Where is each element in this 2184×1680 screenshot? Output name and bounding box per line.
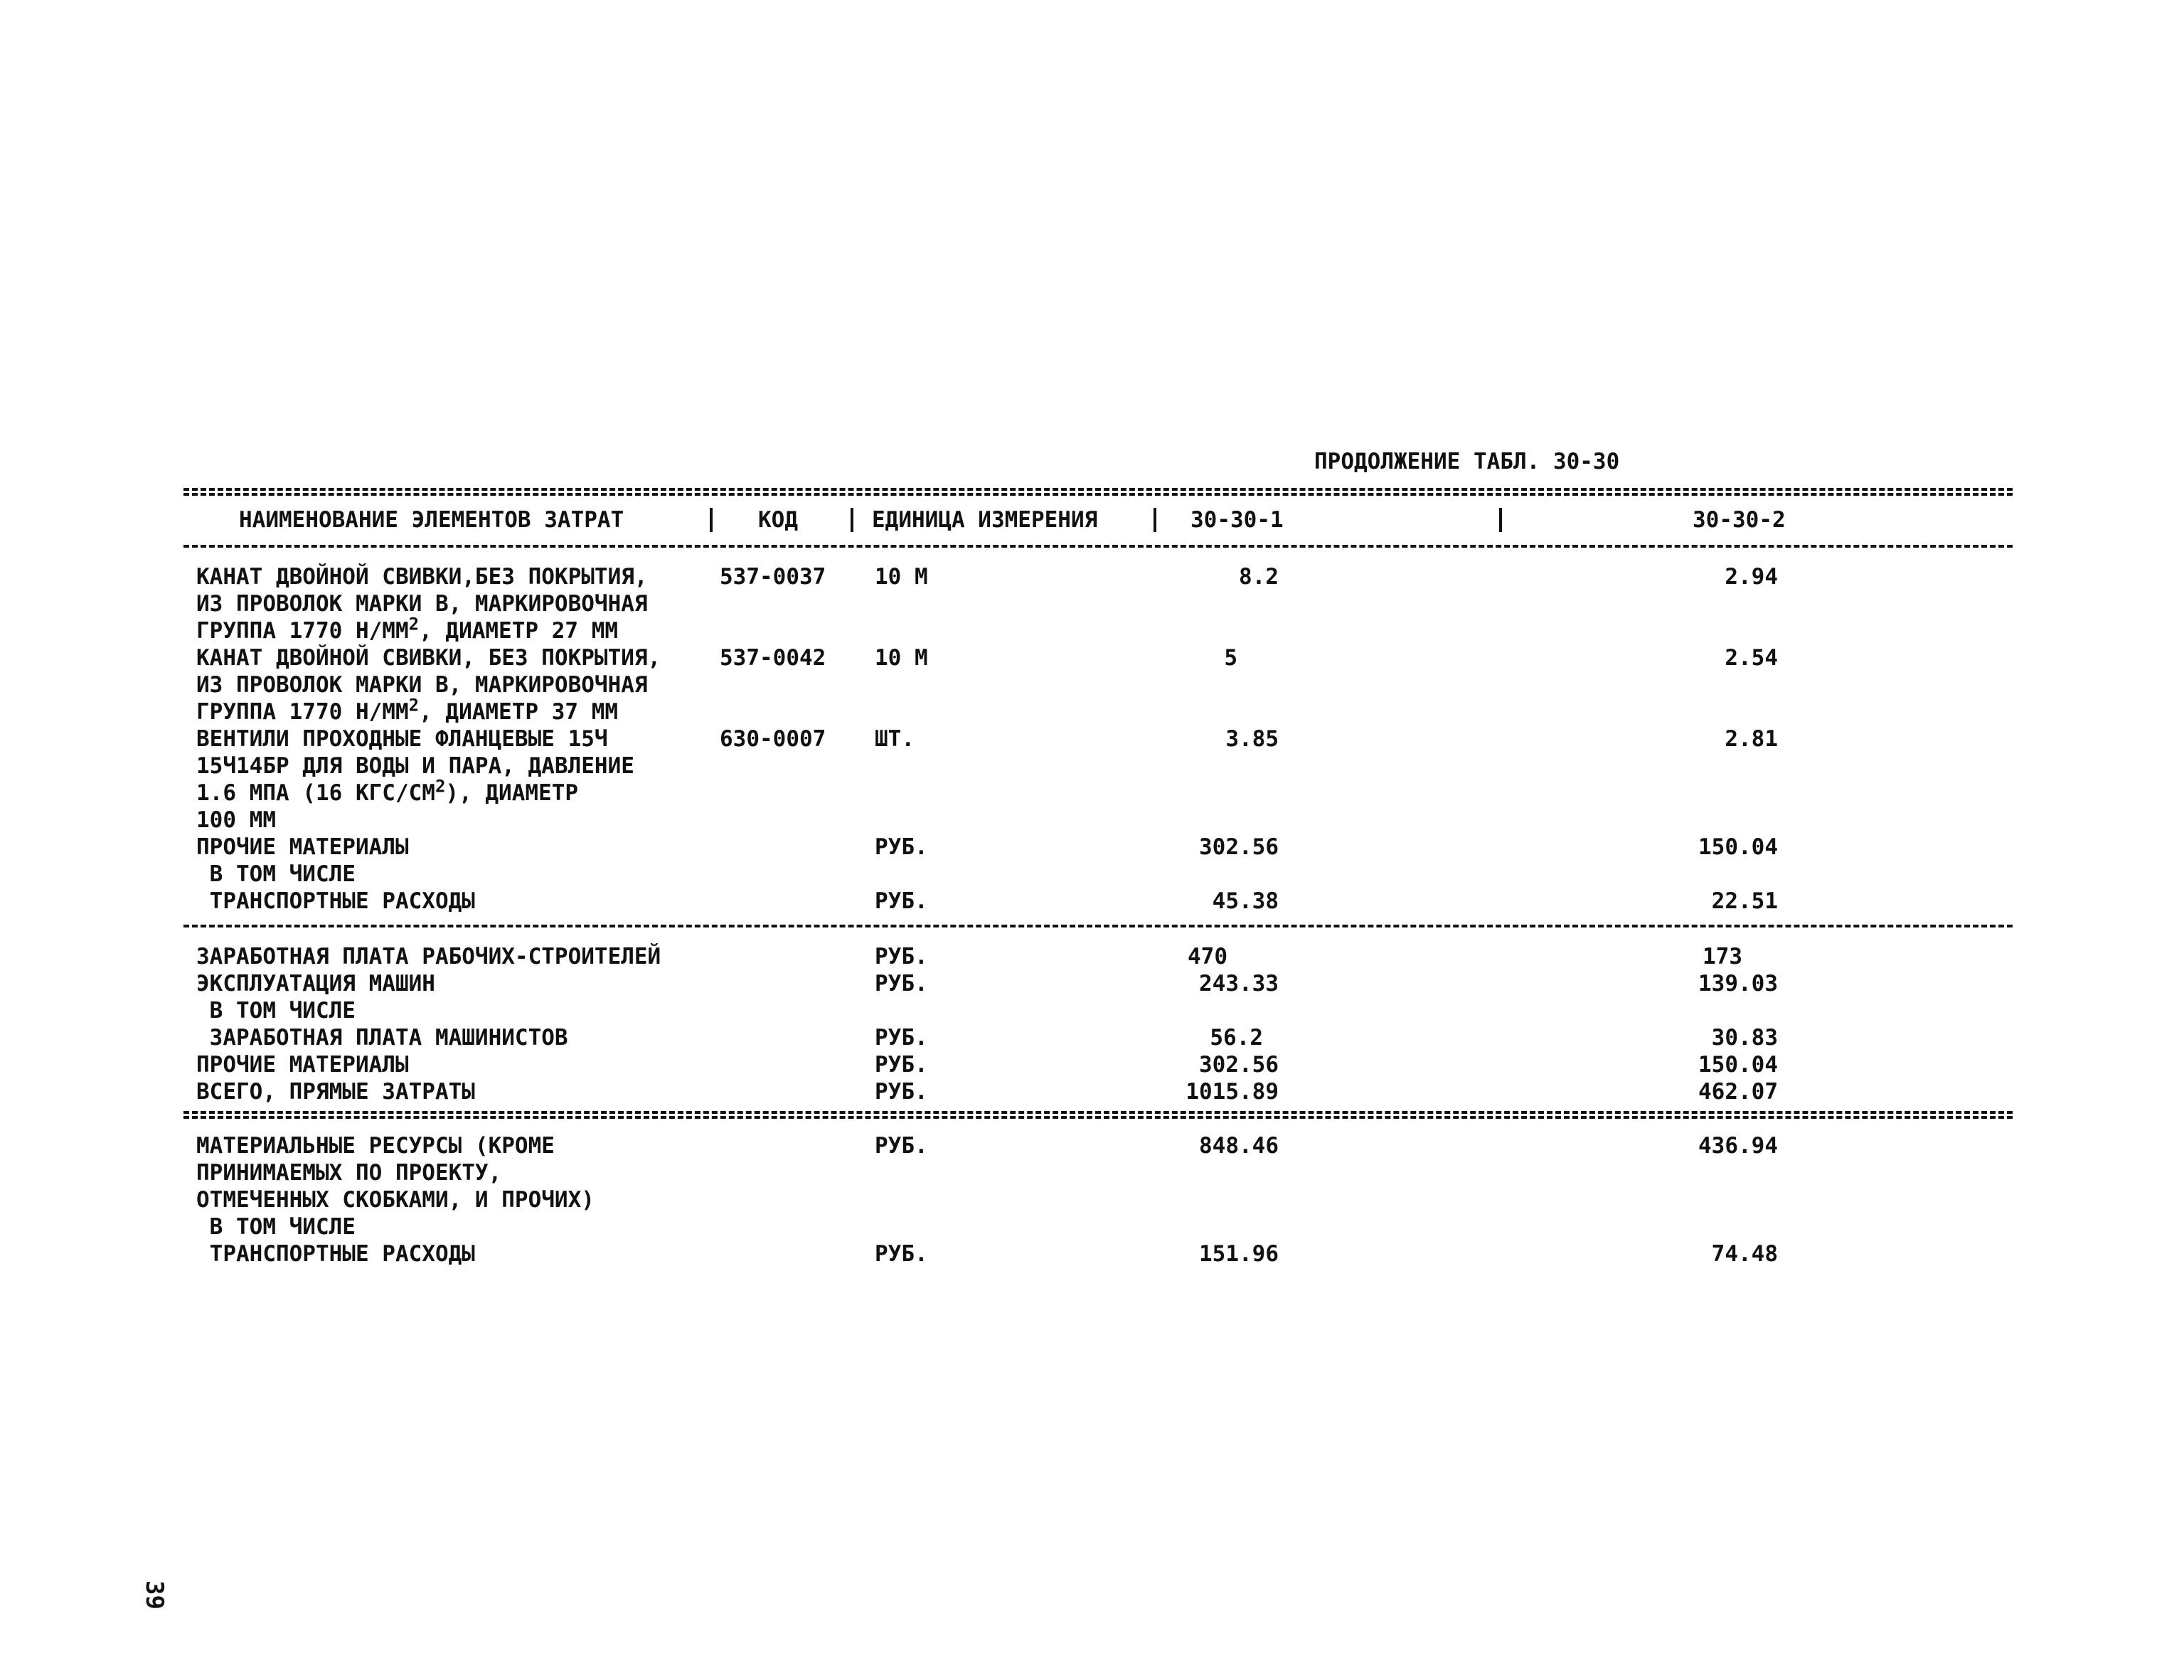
row-value-30-30-1: 45.38: [1212, 888, 1279, 914]
header-unit: ЕДИНИЦА ИЗМЕРЕНИЯ: [872, 507, 1098, 533]
row-value-30-30-2: 74.48: [1711, 1241, 1778, 1267]
row-value-30-30-2: 150.04: [1698, 834, 1778, 860]
row-name: ТРАНСПОРТНЫЕ РАСХОДЫ: [196, 1241, 475, 1267]
row-unit: РУБ.: [875, 1052, 928, 1078]
row-name: ПРИНИМАЕМЫХ ПО ПРОЕКТУ,: [196, 1160, 502, 1186]
row-unit: РУБ.: [875, 834, 928, 860]
row-name: В ТОМ ЧИСЛЕ: [196, 998, 356, 1024]
row-unit: РУБ.: [875, 888, 928, 914]
row-name: ЭКСПЛУАТАЦИЯ МАШИН: [196, 971, 435, 996]
header-divider: [851, 508, 853, 532]
row-value-30-30-1: 243.33: [1199, 971, 1279, 996]
row-name: ГРУППА 1770 $Н/ММ^2$, ДИАМЕТР 27 ММ: [196, 614, 619, 644]
row-unit: РУБ.: [875, 1079, 928, 1105]
header-divider: [710, 508, 713, 532]
row-unit: РУБ.: [875, 944, 928, 969]
row-value-30-30-1: 3.85: [1225, 726, 1279, 752]
row-unit: ШТ.: [875, 726, 915, 752]
row-name: МАТЕРИАЛЬНЫЕ РЕСУРСЫ (КРОМЕ: [196, 1133, 555, 1159]
page-number: 39: [140, 1580, 169, 1610]
row-value-30-30-2: 436.94: [1698, 1133, 1778, 1159]
header-divider: [1154, 508, 1156, 532]
row-value-30-30-1: 8.2: [1239, 564, 1279, 590]
row-name: 1.6 МПА (16 КГС/$СМ^2$), ДИАМЕТР: [196, 776, 579, 806]
row-value-30-30-1: 302.56: [1199, 834, 1279, 860]
row-value-30-30-1: 302.56: [1199, 1052, 1279, 1078]
header-col-30-30-2: 30-30-2: [1693, 507, 1786, 533]
row-name: ТРАНСПОРТНЫЕ РАСХОДЫ: [196, 888, 475, 914]
row-value-30-30-2: 2.54: [1725, 645, 1778, 671]
row-unit: РУБ.: [875, 971, 928, 996]
row-unit: РУБ.: [875, 1241, 928, 1267]
row-name: КАНАТ ДВОЙНОЙ СВИВКИ, БЕЗ ПОКРЫТИЯ,: [196, 645, 661, 671]
row-name: ВСЕГО, ПРЯМЫЕ ЗАТРАТЫ: [196, 1079, 475, 1105]
row-value-30-30-2: 150.04: [1698, 1052, 1778, 1078]
row-name: ЗАРАБОТНАЯ ПЛАТА РАБОЧИХ-СТРОИТЕЛЕЙ: [196, 944, 661, 969]
row-value-30-30-2: 30.83: [1711, 1025, 1778, 1051]
section-rule: [183, 925, 2013, 927]
row-value-30-30-2: 2.81: [1725, 726, 1778, 752]
row-name: ГРУППА 1770 $Н/ММ^2$, ДИАМЕТР 37 ММ: [196, 695, 619, 725]
row-name: 100 ММ: [196, 807, 276, 833]
section-rule: [183, 1111, 2013, 1119]
row-value-30-30-1: 5: [1224, 645, 1237, 671]
row-name: КАНАТ ДВОЙНОЙ СВИВКИ,БЕЗ ПОКРЫТИЯ,: [196, 564, 648, 590]
row-value-30-30-1: 470: [1188, 944, 1227, 969]
row-value-30-30-2: 22.51: [1711, 888, 1778, 914]
row-value-30-30-2: 2.94: [1725, 564, 1778, 590]
row-name: В ТОМ ЧИСЛЕ: [196, 861, 356, 887]
row-unit: 10 М: [875, 564, 928, 590]
header-code: КОД: [758, 507, 798, 533]
row-unit: 10 М: [875, 645, 928, 671]
row-name: ЗАРАБОТНАЯ ПЛАТА МАШИНИСТОВ: [196, 1025, 568, 1051]
row-code: 537-0037: [720, 564, 826, 590]
row-name: ИЗ ПРОВОЛОК МАРКИ В, МАРКИРОВОЧНАЯ: [196, 591, 648, 617]
row-code: 537-0042: [720, 645, 826, 671]
row-unit: РУБ.: [875, 1025, 928, 1051]
row-name: ВЕНТИЛИ ПРОХОДНЫЕ ФЛАНЦЕВЫЕ 15Ч: [196, 726, 608, 752]
top-rule: [183, 488, 2013, 496]
row-name: ИЗ ПРОВОЛОК МАРКИ В, МАРКИРОВОЧНАЯ: [196, 672, 648, 698]
table-caption: ПРОДОЛЖЕНИЕ ТАБЛ. 30-30: [1314, 449, 1620, 474]
header-rule: [183, 545, 2013, 548]
row-value-30-30-2: 139.03: [1698, 971, 1778, 996]
header-name: НАИМЕНОВАНИЕ ЭЛЕМЕНТОВ ЗАТРАТ: [239, 507, 624, 533]
header-divider: [1499, 508, 1502, 532]
row-name: В ТОМ ЧИСЛЕ: [196, 1214, 356, 1240]
row-code: 630-0007: [720, 726, 826, 752]
row-name: ОТМЕЧЕННЫХ СКОБКАМИ, И ПРОЧИХ): [196, 1187, 595, 1213]
row-unit: РУБ.: [875, 1133, 928, 1159]
header-col-30-30-1: 30-30-1: [1190, 507, 1284, 533]
row-value-30-30-1: 1015.89: [1186, 1079, 1279, 1105]
row-value-30-30-1: 56.2: [1210, 1025, 1263, 1051]
row-value-30-30-1: 848.46: [1199, 1133, 1279, 1159]
row-value-30-30-2: 462.07: [1698, 1079, 1778, 1105]
row-name: ПРОЧИЕ МАТЕРИАЛЫ: [196, 1052, 409, 1078]
row-name: 15Ч14БР ДЛЯ ВОДЫ И ПАРА, ДАВЛЕНИЕ: [196, 753, 634, 779]
row-value-30-30-1: 151.96: [1199, 1241, 1279, 1267]
row-name: ПРОЧИЕ МАТЕРИАЛЫ: [196, 834, 409, 860]
row-value-30-30-2: 173: [1703, 944, 1742, 969]
